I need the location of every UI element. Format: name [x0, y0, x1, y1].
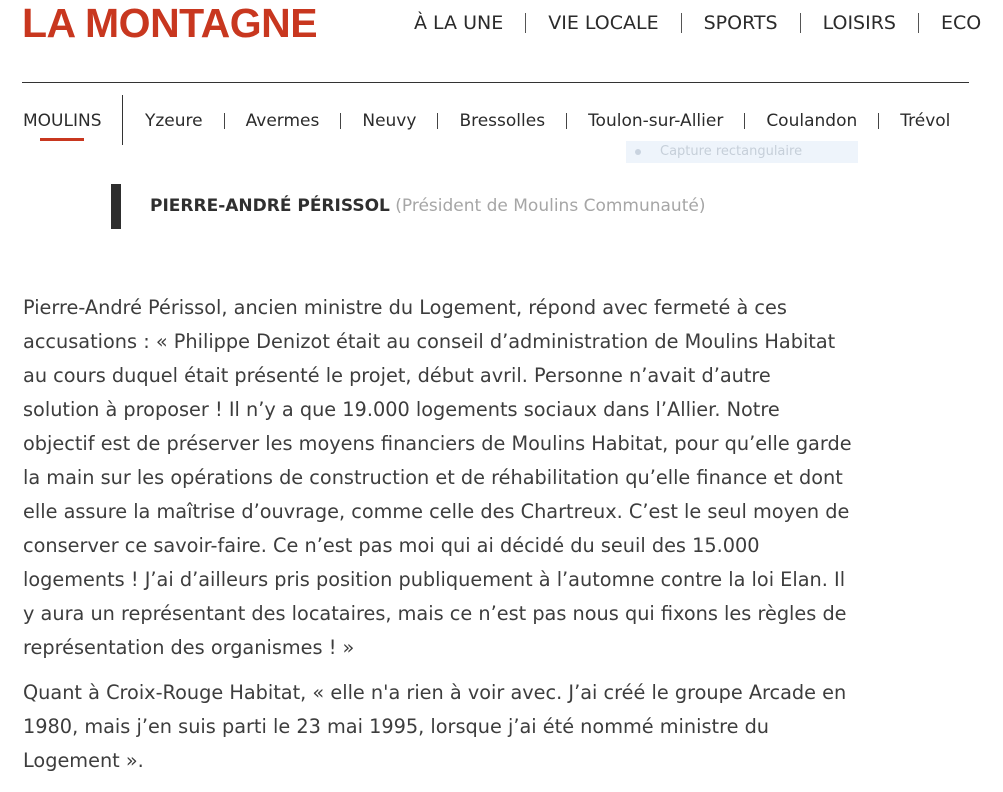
local-nav [0, 95, 969, 147]
town-neuvy[interactable]: Neuvy [362, 111, 417, 131]
capture-dot-icon [635, 149, 641, 155]
speaker-name: PIERRE-ANDRÉ PÉRISSOL [150, 196, 390, 216]
town-yzeure[interactable]: Yzeure [145, 111, 203, 131]
article-paragraph: Pierre-André Périssol, ancien ministre du Logement, répond avec fermeté à ces accusations : « Philippe Denizot était au conseil d’administration de Moulins Habitat au cours duquel était présenté le projet, début avril. Personne n’avait d’autre solution à proposer ! Il n’y a que 19.000 logements sociaux dans l’Allier. Notre objectif est de préserver les moyens financiers de Moulins Habitat, pour qu’elle garde la main sur les opérations de construction et de réhabilitation qu’elle finance et dont elle assure la maîtrise d’ouvrage, comme celle des Chartreux. C’est le seul moyen de conserver ce savoir-faire. Ce n’est pas moi qui ai décidé du seuil des 15.000 logements ! J’ai d’ailleurs pris position publiquement à l’automne contre la loi Elan. Il y aura un représentant des locataires, mais ce n’est pas nous qui fixons les règles de représentation des organismes ! » [23, 296, 852, 659]
speaker-line [150, 196, 705, 216]
town-toulon-sur-allier[interactable]: Toulon-sur-Allier [588, 111, 724, 131]
local-nav-current-moulins[interactable]: MOULINS [23, 111, 102, 131]
town-list [124, 111, 971, 131]
town-trevol[interactable]: Trévol [900, 111, 951, 131]
speaker-block [111, 184, 811, 229]
town-bressolles[interactable]: Bressolles [459, 111, 546, 131]
nav-item-sports[interactable]: SPORTS [703, 12, 778, 34]
quote-bar [111, 184, 121, 229]
town-coulandon[interactable]: Coulandon [766, 111, 858, 131]
active-underline [40, 138, 84, 141]
nav-item-eco[interactable]: ECO [940, 12, 982, 34]
local-nav-divider [122, 95, 123, 145]
article-paragraph: Quant à Croix-Rouge Habitat, « elle n'a rien à voir avec. J’ai créé le groupe Arcade en 1980, mais j’en suis parti le 23 mai 1995, lorsque j’ai été nommé ministre du Logement ». [23, 681, 847, 772]
site-logo[interactable]: LA MONTAGNE [22, 0, 318, 46]
nav-item-vie-locale[interactable]: VIE LOCALE [548, 12, 659, 34]
capture-tooltip-label: Capture rectangulaire [660, 144, 803, 159]
header-divider [22, 82, 969, 83]
capture-tooltip [626, 141, 858, 163]
nav-item-a-la-une[interactable]: À LA UNE [414, 12, 504, 34]
nav-item-loisirs[interactable]: LOISIRS [822, 12, 896, 34]
main-nav [392, 8, 1003, 38]
article-body [23, 291, 853, 789]
town-avermes[interactable]: Avermes [245, 111, 320, 131]
speaker-role: (Président de Moulins Communauté) [395, 196, 706, 216]
